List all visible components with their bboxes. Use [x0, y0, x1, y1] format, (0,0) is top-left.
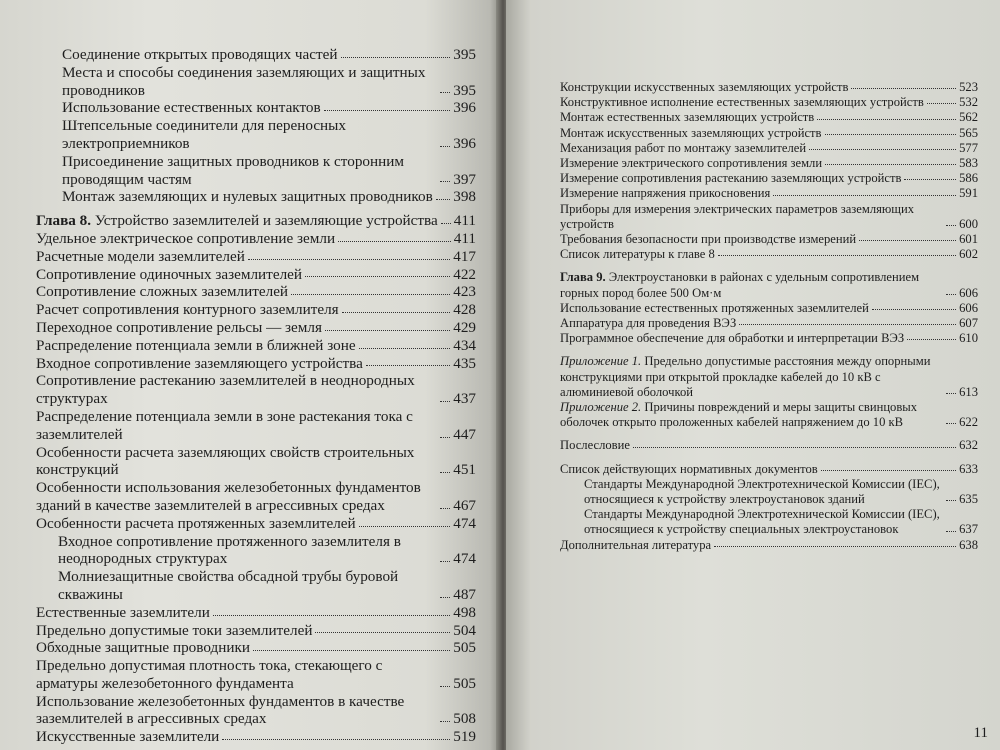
toc-entry-title [62, 99, 321, 117]
toc-entry-title [560, 202, 943, 232]
toc-entry [560, 141, 978, 156]
toc-entry-title [36, 728, 219, 746]
toc-entry-page: 606 [959, 300, 978, 315]
dot-leader [825, 164, 956, 165]
toc-entry-title [62, 153, 437, 189]
dot-leader [904, 179, 956, 180]
toc-entry [36, 283, 476, 301]
toc-entry-page: 396 [453, 134, 476, 152]
toc-entry-page: 583 [959, 156, 978, 171]
toc-entry-page: 508 [453, 710, 476, 728]
toc-entry-title [36, 248, 245, 266]
toc-entry-page: 601 [959, 232, 978, 247]
dot-leader [440, 92, 450, 93]
toc-entry-text: Использование естественных контактов [62, 99, 321, 117]
chapter-label: Глава 9. [560, 270, 606, 285]
toc-entry [560, 354, 978, 400]
toc-entry [36, 622, 476, 640]
toc-entry-title [560, 270, 943, 300]
toc-entry-title [560, 538, 711, 553]
dot-leader [872, 309, 956, 310]
toc-entry-text: Стандарты Международной Электротехнической Комиссии (IEC), относящиеся к устройству специальных электроустановок [584, 507, 940, 537]
toc-entry-title [58, 533, 437, 569]
toc-entry [36, 301, 476, 319]
toc-entry-title [560, 141, 806, 156]
dot-leader [946, 294, 956, 295]
dot-leader [222, 739, 450, 740]
toc-entry [560, 438, 978, 453]
toc-entry-text: Расчетные модели заземлителей [36, 247, 245, 265]
dot-leader [809, 149, 956, 150]
toc-entry-text: Использование железобетонных фундаментов в качестве заземлителей в агрессивных средах [36, 692, 405, 728]
dot-leader [248, 259, 450, 260]
toc-entry-page: 487 [453, 585, 476, 603]
toc-entry-text: Конструкции искусственных заземляющих устройств [560, 80, 849, 94]
toc-entry-text: Места и способы соединения заземляющих и защитных проводников [62, 63, 426, 99]
toc-entry-title [36, 283, 288, 301]
toc-entry-page: 607 [959, 316, 978, 331]
toc-entry-page: 437 [453, 390, 476, 408]
toc-entry [560, 156, 978, 171]
toc-entry-title [560, 186, 770, 201]
toc-entry-title [560, 156, 822, 171]
dot-leader [213, 615, 450, 616]
toc-entry [36, 188, 476, 206]
toc-entry [36, 515, 476, 533]
dot-leader [817, 119, 956, 120]
toc-entry-text: Аппаратура для проведения ВЭЗ [560, 316, 737, 331]
toc-entry-text: Устройство заземлителей и заземляющие устройства [94, 212, 438, 230]
toc-entry-title [36, 319, 322, 337]
dot-leader [315, 632, 450, 633]
toc-entry-text: Удельное электрическое сопротивление земли [36, 229, 336, 247]
toc-entry [36, 46, 476, 64]
toc-entry [36, 248, 476, 266]
dot-leader [821, 470, 956, 471]
dot-leader [441, 223, 451, 224]
dot-leader [633, 447, 956, 448]
dot-leader [324, 110, 451, 111]
toc-entry-page: 398 [453, 188, 476, 206]
dot-leader [291, 294, 450, 295]
toc-entry-title [36, 479, 437, 515]
toc-entry-page: 411 [453, 212, 476, 230]
toc-entry-text: Входное сопротивление заземляющего устройства [36, 354, 363, 372]
toc-entry-page: 395 [453, 81, 476, 99]
toc-entry-page: 635 [959, 492, 978, 507]
toc-entry-text: Предельно допустимая плотность тока, стекающего с арматуры железобетонного фундамента [36, 657, 383, 692]
toc-entry-page: 638 [959, 537, 978, 552]
toc-entry [36, 64, 476, 100]
toc-entry-title [560, 171, 901, 186]
toc-entry-title [560, 301, 869, 316]
toc-entry-title [36, 693, 437, 729]
toc-entry [36, 230, 476, 248]
toc-entry-title [62, 188, 433, 206]
toc-entry [560, 301, 978, 316]
dot-leader [851, 88, 956, 89]
toc-entry-text: Особенности расчета заземляющих свойств строительных конструкций [36, 443, 415, 479]
toc-entry-text: Требования безопасности при производстве измерений [560, 232, 857, 247]
toc-entry-title [36, 301, 339, 319]
toc-entry [560, 507, 978, 537]
toc-entry [560, 331, 978, 346]
toc-entry-page: 504 [453, 621, 476, 639]
toc-entry [560, 400, 978, 430]
toc-entry [36, 153, 476, 189]
dot-leader [359, 526, 451, 527]
toc-entry-title [58, 568, 437, 604]
dot-leader [359, 348, 451, 349]
dot-leader [859, 240, 956, 241]
toc-entry [560, 186, 978, 201]
toc-entry-text: Штепсельные соединители для переносных электроприемников [62, 117, 346, 152]
toc-entry-page: 429 [453, 318, 476, 336]
toc-entry-page: 505 [453, 639, 476, 657]
dot-leader [338, 241, 451, 242]
toc-entry-page: 519 [453, 728, 476, 746]
toc-entry-text: Предельно допустимые токи заземлителей [36, 621, 313, 639]
toc-entry-page: 451 [453, 461, 476, 479]
toc-entry [36, 604, 476, 622]
toc-entry-title [36, 337, 356, 355]
toc-entry-page: 397 [453, 170, 476, 188]
toc-entry-title [36, 515, 356, 533]
toc-entry-text: Обходные защитные проводники [36, 639, 250, 657]
dot-leader [946, 531, 956, 532]
dot-leader [440, 401, 450, 402]
toc-entry-title [62, 64, 437, 100]
toc-entry-page: 632 [959, 438, 978, 453]
toc-entry [560, 538, 978, 553]
toc-entry-title [560, 110, 814, 125]
toc-entry [36, 337, 476, 355]
toc-entry-page: 562 [959, 110, 978, 125]
toc-entry-text: Монтаж искусственных заземляющих устройств [560, 125, 822, 140]
toc-entry-text: Сопротивление растеканию заземлителей в неоднородных структурах [36, 372, 415, 408]
toc-entry [36, 212, 476, 230]
toc-entry-page: 532 [959, 95, 978, 110]
dot-leader [325, 330, 450, 331]
toc-entry-title [62, 117, 437, 153]
toc-entry-text: Программное обеспечение для обработки и интерпретации ВЭЗ [560, 331, 905, 346]
toc-entry-page: 435 [453, 354, 476, 372]
dot-leader [342, 312, 451, 313]
toc-entry-text: Входное сопротивление протяженного заземлителя в неоднородных структурах [58, 532, 401, 568]
toc-entry-page: 622 [959, 415, 978, 430]
dot-leader [946, 225, 956, 226]
toc-entry-text: Молниезащитные свойства обсадной трубы буровой скважины [58, 568, 399, 603]
page-number: 11 [973, 725, 988, 741]
toc-entry-text: Сопротивление сложных заземлителей [36, 283, 289, 301]
toc-entry-title [584, 477, 943, 507]
toc-entry-text: Приборы для измерения электрических параметров заземляющих устройств [560, 201, 915, 231]
dot-leader [341, 57, 451, 58]
toc-entry-title [560, 316, 736, 331]
toc-entry-page: 411 [453, 229, 476, 247]
toc-entry-title [560, 80, 848, 95]
toc-entry [560, 316, 978, 331]
toc-entry-page: 434 [453, 336, 476, 354]
toc-entry [36, 639, 476, 657]
toc-entry-title [62, 46, 338, 64]
toc-entry-text: Причины повреждений и меры защиты свинцовых оболочек открыто проложенных кабелей напряжением до 10 кВ [560, 400, 918, 430]
toc-entry-page: 422 [453, 265, 476, 283]
toc-entry-text: Дополнительная литература [560, 537, 712, 552]
toc-entry [560, 110, 978, 125]
dot-leader [440, 472, 450, 473]
toc-entry [36, 408, 476, 444]
dot-leader [927, 103, 956, 104]
dot-leader [946, 423, 956, 424]
toc-entry-title [36, 372, 437, 408]
toc-entry-text: Использование естественных протяженных заземлителей [560, 300, 869, 315]
toc-entry-title [36, 230, 335, 248]
toc-entry [560, 80, 978, 95]
toc-entry [560, 477, 978, 507]
dot-leader [825, 134, 957, 135]
toc-entry-title [584, 507, 943, 537]
dot-leader [440, 597, 450, 598]
toc-entry-text: Измерение напряжения прикосновения [560, 186, 771, 201]
dot-leader [773, 195, 956, 196]
toc-entry-text: Распределение потенциала земли в зоне растекания тока с заземлителей [36, 407, 413, 443]
toc-entry-page: 600 [959, 216, 978, 231]
toc-entry [36, 99, 476, 117]
dot-leader [440, 508, 450, 509]
toc-entry-text: Монтаж заземляющих и нулевых защитных проводников [62, 188, 433, 206]
toc-entry [560, 171, 978, 186]
toc-entry [36, 444, 476, 480]
toc-entry-text: Сопротивление одиночных заземлителей [36, 265, 303, 283]
toc-entry-page: 474 [453, 550, 476, 568]
toc-entry-title [36, 212, 438, 230]
toc-entry [560, 462, 978, 477]
toc-entry-text: Электроустановки в районах с удельным сопротивлением горных пород более 500 Ом·м [560, 270, 920, 300]
toc-entry-title [36, 604, 210, 622]
toc-entry-text: Особенности расчета протяженных заземлителей [36, 514, 356, 532]
toc-entry-text: Конструктивное исполнение естественных заземляющих устройств [560, 95, 924, 110]
right-page [506, 0, 1000, 750]
toc-entry-title [560, 462, 818, 477]
dot-leader [366, 365, 450, 366]
toc-entry-text: Распределение потенциала земли в ближней зоне [36, 336, 356, 354]
toc-entry [36, 568, 476, 604]
toc-entry [36, 728, 476, 746]
toc-entry-title [560, 438, 630, 453]
toc-entry [560, 202, 978, 232]
toc-entry-text: Послесловие [560, 438, 630, 453]
dot-leader [440, 181, 450, 182]
toc-entry-page: 613 [959, 384, 978, 399]
toc-entry [36, 657, 476, 693]
toc-entry [36, 319, 476, 337]
toc-entry [560, 126, 978, 141]
toc-entry-page: 633 [959, 461, 978, 476]
toc-entry-page: 505 [453, 674, 476, 692]
dot-leader [739, 324, 956, 325]
toc-entry-page: 498 [453, 603, 476, 621]
toc-entry-page: 610 [959, 331, 978, 346]
toc-entry-page: 428 [453, 301, 476, 319]
toc-entry-title [560, 400, 943, 430]
toc-entry-text: Переходное сопротивление рельсы — земля [36, 318, 322, 336]
toc-entry-title [560, 331, 904, 346]
toc-entry [560, 232, 978, 247]
toc-entry-text: Присоединение защитных проводников к сторонним проводящим частям [62, 152, 405, 188]
toc-entry [36, 533, 476, 569]
toc-entry-page: 591 [959, 186, 978, 201]
toc-entry-title [560, 95, 924, 110]
dot-leader [907, 339, 956, 340]
toc-entry-text: Механизация работ по монтажу заземлителей [560, 140, 807, 155]
toc-entry-text: Особенности использования железобетонных фундаментов зданий в качестве заземлителей в агрессивных средах [36, 479, 421, 514]
toc-entry [36, 479, 476, 515]
dot-leader [253, 650, 450, 651]
dot-leader [436, 199, 450, 200]
toc-entry-text: Измерение электрического сопротивления земли [560, 156, 823, 171]
toc-entry-page: 474 [453, 514, 476, 532]
toc-entry-title [560, 126, 822, 141]
toc-entry-title [560, 354, 943, 400]
toc-entry-page: 396 [453, 99, 476, 117]
toc-entry-text: Список действующих нормативных документов [560, 461, 818, 476]
toc-entry-page: 395 [453, 46, 476, 63]
toc-entry-page: 606 [959, 285, 978, 300]
toc-entry-page: 577 [959, 140, 978, 155]
toc-entry-title [36, 408, 437, 444]
dot-leader [440, 721, 450, 722]
dot-leader [714, 546, 956, 547]
toc-entry-page: 423 [453, 283, 476, 301]
toc-entry-title [36, 355, 363, 373]
toc-entry-text: Расчет сопротивления контурного заземлителя [36, 301, 339, 319]
toc-entry-title [36, 639, 250, 657]
toc-entry-page: 523 [959, 80, 978, 94]
toc-entry-page: 467 [453, 496, 476, 514]
appendix-label: Приложение 2. [560, 400, 642, 415]
toc-entry-page: 447 [453, 425, 476, 443]
toc-entry-text: Естественные заземлители [36, 603, 210, 621]
toc-entry-title [560, 232, 856, 247]
appendix-label: Приложение 1. [560, 354, 642, 369]
toc-entry-title [36, 657, 437, 693]
toc-entry [560, 95, 978, 110]
toc-entry-title [560, 247, 715, 262]
toc-entry-text: Стандарты Международной Электротехнической Комиссии (IEC), относящиеся к устройству электроустановок зданий [584, 476, 940, 507]
dot-leader [946, 500, 956, 501]
toc-entry-page: 417 [453, 247, 476, 265]
toc-entry-page: 565 [959, 125, 978, 140]
toc-entry-text: Монтаж естественных заземляющих устройств [560, 110, 815, 125]
dot-leader [440, 146, 450, 147]
toc-entry [560, 247, 978, 262]
toc-entry-page: 602 [959, 247, 978, 262]
chapter-label: Глава 8. [36, 212, 92, 230]
toc-entry [36, 693, 476, 729]
dot-leader [440, 437, 450, 438]
toc-entry-text: Список литературы к главе 8 [560, 247, 715, 262]
toc-entry-title [36, 444, 437, 480]
toc-entry-text: Искусственные заземлители [36, 728, 220, 746]
toc-entry-title [36, 622, 312, 640]
toc-entry-title [36, 266, 302, 284]
toc-entry [36, 117, 476, 153]
dot-leader [305, 276, 450, 277]
toc-entry-page: 586 [959, 171, 978, 186]
toc-entry [560, 270, 978, 300]
toc-entry [36, 372, 476, 408]
dot-leader [946, 393, 956, 394]
dot-leader [718, 255, 956, 256]
toc-entry [36, 355, 476, 373]
dot-leader [440, 561, 450, 562]
toc-entry-text: Предельно допустимые расстояния между опорными конструкциями при открытой прокладке кабелей до 10 кВ с алюминиевой оболочкой [560, 354, 931, 399]
toc-entry-text: Измерение сопротивления растеканию заземляющих устройств [560, 171, 902, 186]
dot-leader [440, 686, 450, 687]
toc-entry-page: 637 [959, 522, 978, 537]
toc-entry [36, 266, 476, 284]
toc-entry-text: Соединение открытых проводящих частей [62, 46, 338, 63]
